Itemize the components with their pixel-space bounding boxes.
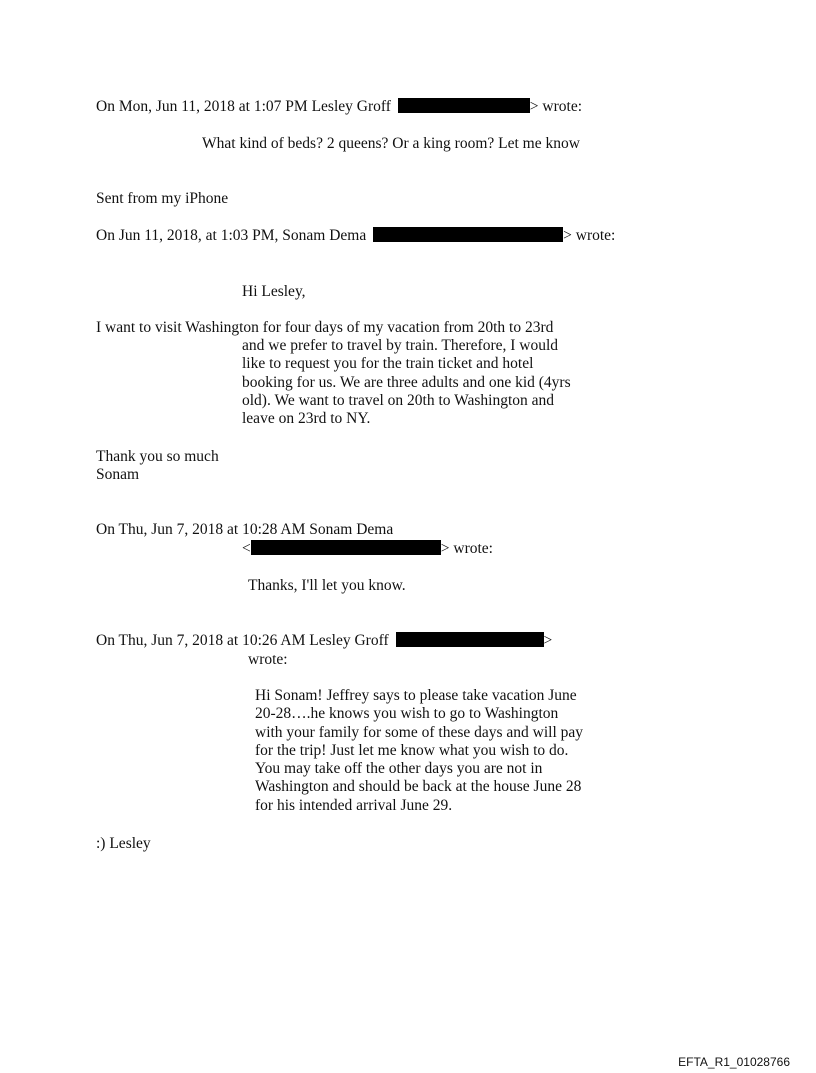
message-2-line: booking for us. We are three adults and one kid (4yrs [242, 373, 571, 391]
message-3-body: Thanks, I'll let you know. [248, 577, 406, 594]
message-2-line: old). We want to travel on 20th to Washington and [242, 391, 555, 409]
signoff-line: Thank you so much [96, 448, 219, 465]
email-header-2-text: On Jun 11, 2018, at 1:03 PM, Sonam Dema [96, 227, 367, 244]
message-2-line: leave on 23rd to NY. [242, 410, 371, 428]
message-2-line: like to request you for the train ticket and hotel [242, 355, 534, 373]
message-1-body: What kind of beds? 2 queens? Or a king room? Let me know [202, 135, 580, 152]
closing-signature: :) Lesley [96, 835, 151, 852]
email-header-3-line-2: < > wrote: [242, 540, 493, 557]
email-header-2-suffix: wrote: [575, 227, 616, 244]
message-2-body [242, 337, 571, 428]
email-header-1-text: On Mon, Jun 11, 2018 at 1:07 PM Lesley Groff [96, 98, 391, 115]
message-4-line: for the trip! Just let me know what you wish to do. [255, 741, 569, 759]
email-header-2: On Jun 11, 2018, at 1:03 PM, Sonam Dema > wrote: [96, 227, 616, 244]
message-4-line: 20-28….he knows you wish to go to Washington [255, 705, 559, 723]
message-2-signoff [96, 448, 219, 485]
sent-from-signature: Sent from my iPhone [96, 190, 229, 207]
document-id-footer: EFTA_R1_01028766 [678, 1055, 790, 1069]
message-4-body [255, 687, 583, 815]
email-header-3-suffix: wrote: [453, 540, 493, 557]
email-header-1-suffix: wrote: [542, 98, 583, 115]
signoff-line: Sonam [96, 466, 140, 484]
email-header-1: On Mon, Jun 11, 2018 at 1:07 PM Lesley Groff > wrote: [96, 98, 583, 115]
redaction-bar [398, 98, 530, 113]
email-header-3: On Thu, Jun 7, 2018 at 10:28 AM Sonam Dema [96, 521, 394, 538]
message-4-line: with your family for some of these days and will pay [255, 723, 584, 741]
redaction-bar [373, 227, 563, 242]
message-2-line: and we prefer to travel by train. Therefore, I would [242, 337, 559, 354]
message-4-line: Washington and should be back at the house June 28 [255, 778, 582, 796]
redaction-bar [251, 540, 441, 555]
email-header-4-line-2: wrote: [248, 651, 288, 668]
message-2-greeting: Hi Lesley, [242, 283, 306, 300]
message-4-line: You may take off the other days you are not in [255, 760, 543, 778]
redaction-bar [396, 632, 544, 647]
email-header-4-text: On Thu, Jun 7, 2018 at 10:26 AM Lesley Groff [96, 632, 389, 649]
email-header-4: On Thu, Jun 7, 2018 at 10:26 AM Lesley Groff > [96, 632, 553, 649]
message-4-line: Hi Sonam! Jeffrey says to please take vacation June [255, 687, 577, 704]
message-2-first-line: I want to visit Washington for four days of my vacation from 20th to 23rd [96, 319, 554, 336]
message-4-line: for his intended arrival June 29. [255, 796, 453, 814]
